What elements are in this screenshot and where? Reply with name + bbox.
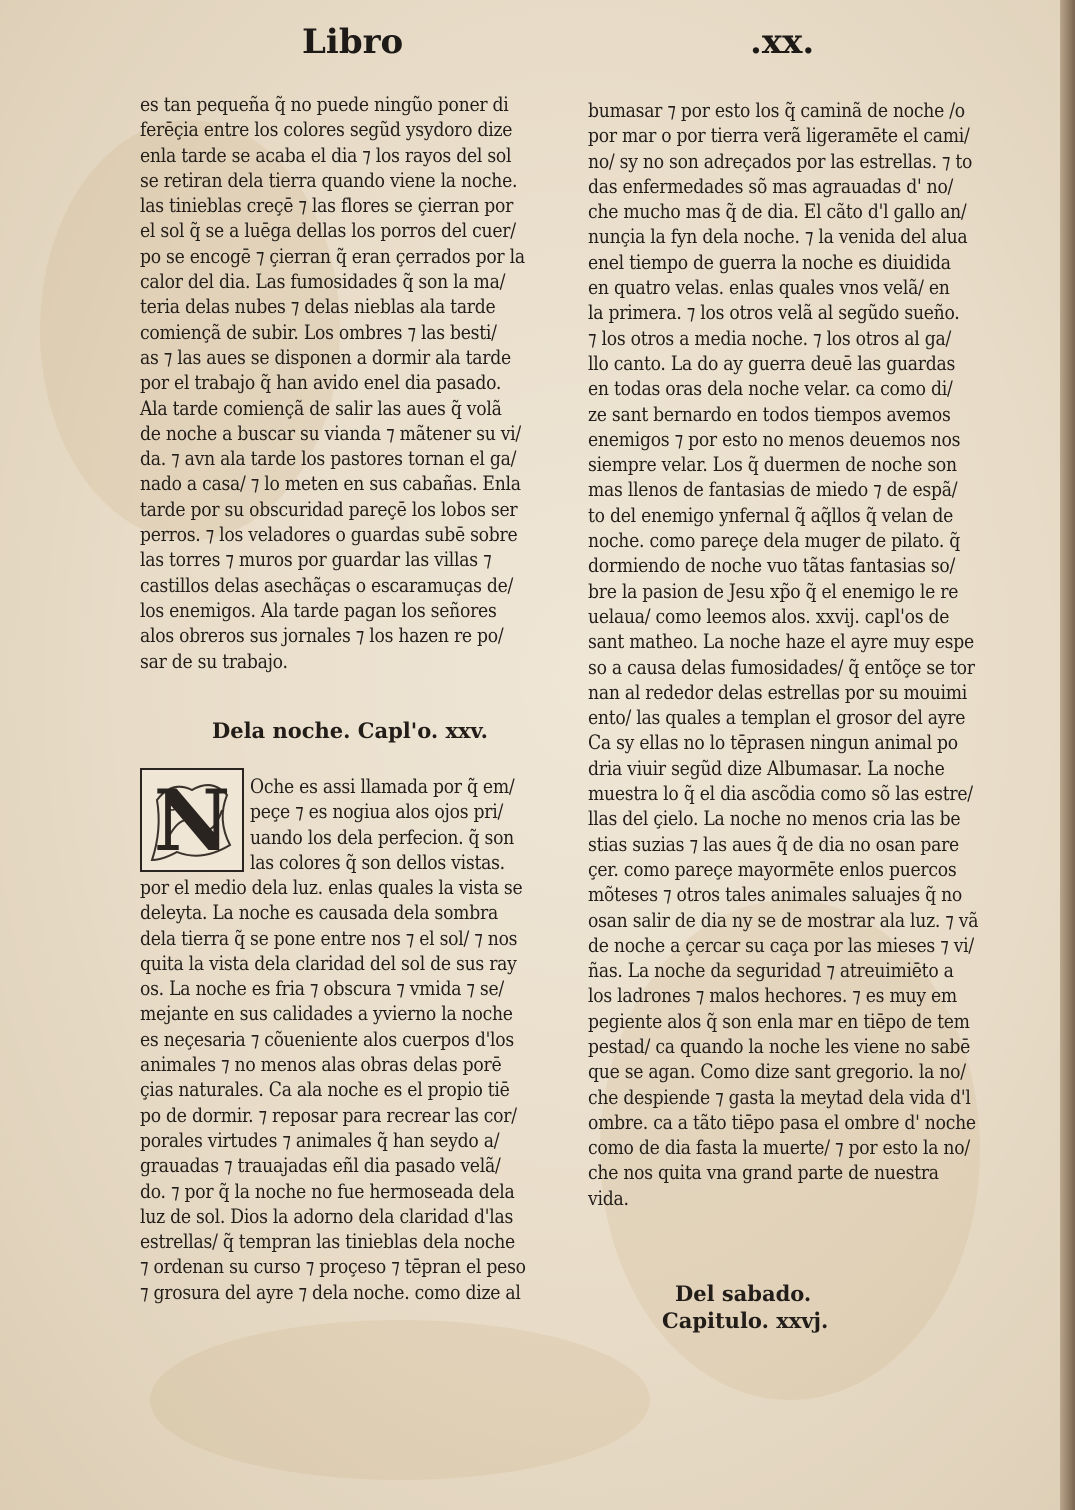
text-line: to del enemigo ynfernal q̃ aq̃llos q̃ velan de: [588, 502, 954, 527]
text-line: noche. como pareçe dela muger de pilato. q̃: [588, 528, 961, 553]
text-line: uando los dela perfecion. q̃ son: [250, 824, 515, 849]
text-line: no/ sy no son adreçados por las estrellas. ⁊ to: [588, 148, 973, 173]
text-line: llo canto. La do ay guerra deuē las guardas: [588, 350, 956, 375]
text-line: por el medio dela luz. enlas quales la vista se: [140, 875, 523, 899]
text-line: ento/ las quales a templan el grosor del ayre: [588, 705, 966, 730]
text-line: che despiende ⁊ gasta la meytad dela vida d'l: [588, 1084, 971, 1109]
text-line: os. La noche es fria ⁊ obscura ⁊ vmida ⁊ se/: [140, 976, 504, 1001]
text-line: mas llenos de fantasias de miedo ⁊ de espã/: [588, 477, 958, 502]
text-line: estrellas/ q̃ tempran las tinieblas dela noche: [140, 1229, 515, 1254]
text-line: Ca sy ellas no lo tēprasen ningun animal po: [588, 730, 958, 755]
text-line: quita la vista dela claridad del sol de sus ray: [140, 950, 517, 975]
chapter-number-sabado: Capitulo. xxvj.: [662, 1308, 829, 1333]
text-line: uelaua/ como leemos alos. xxvij. capl'os de: [588, 603, 950, 628]
text-line: grauadas ⁊ trauajadas eñl dia pasado velã/: [140, 1153, 501, 1178]
text-line: ⁊ los otros a media noche. ⁊ los otros al ga/: [588, 325, 951, 350]
right-column: [588, 98, 979, 1211]
text-line: teria delas nubes ⁊ delas nieblas ala tarde: [140, 294, 496, 319]
text-line: ⁊ ordenan su curso ⁊ proçeso ⁊ tēpran el peso: [140, 1254, 526, 1279]
page-edge: [1060, 0, 1075, 1510]
text-line: los ladrones ⁊ malos hechores. ⁊ es muy em: [588, 983, 957, 1008]
text-line: porales virtudes ⁊ animales q̃ han seydo a/: [140, 1127, 500, 1152]
text-line: deleyta. La noche es causada dela sombra: [140, 900, 498, 925]
text-line: Oche es assi llamada por q̃ em/: [250, 774, 515, 798]
text-line: muestra lo q̃ el dia ascõdia como sõ las estre/: [588, 781, 973, 806]
text-line: so a causa delas fumosidades/ q̃ entõçe se tor: [588, 654, 975, 679]
text-line: mejante en sus calidades a yvierno la noche: [140, 1001, 513, 1026]
text-line: las torres ⁊ muros por guardar las villas ⁊: [140, 547, 492, 572]
text-line: dormiendo de noche vuo tãtas fantasias so/: [588, 553, 956, 578]
text-line: de noche a buscar su vianda ⁊ mãtener su vi/: [140, 420, 521, 445]
text-line: el sol q̃ se a luēga dellas los porros del cuer/: [140, 218, 516, 243]
text-line: ⁊ grosura del ayre ⁊ dela noche. como dize al: [140, 1279, 521, 1304]
text-line: Ala tarde comiençã de salir las aues q̃ volã: [140, 395, 502, 420]
text-line: nado a casa/ ⁊ lo meten en sus cabañas. Enla: [140, 471, 521, 496]
text-line: en quatro velas. enlas quales vnos velã/ en: [588, 275, 950, 300]
text-line: luz de sol. Dios la adorno dela claridad d'las: [140, 1203, 514, 1228]
text-line: po de dormir. ⁊ reposar para recrear las cor/: [140, 1102, 517, 1127]
text-line: por el trabajo q̃ han avido enel dia pasado.: [140, 370, 502, 395]
text-line: alos obreros sus jornales ⁊ los hazen re po/: [140, 623, 504, 648]
folio-number: .xx.: [750, 22, 815, 62]
text-line: peçe ⁊ es nogiua alos ojos pri/: [250, 799, 503, 824]
text-line: osan salir de dia ny se de mostrar ala luz. ⁊ vã: [588, 907, 979, 932]
text-line: stias suzias ⁊ las aues q̃ de dia no osan pare: [588, 831, 959, 856]
text-line: las tinieblas creçē ⁊ las flores se çierran por: [140, 193, 514, 218]
text-line: mõteses ⁊ otros tales animales saluajes q̃ no: [588, 882, 963, 907]
left-column-bottom: [140, 875, 545, 1305]
text-line: bumasar ⁊ por esto los q̃ caminã de noche /o: [588, 98, 965, 122]
text-line: por mar o por tierra verã ligeramēte el cami/: [588, 123, 970, 148]
text-line: çias naturales. Ca ala noche es el propio tiē: [140, 1077, 510, 1102]
text-line: perros. ⁊ los veladores o guardas subē sobre: [140, 522, 518, 547]
chapter-heading-sabado: Del sabado.: [675, 1281, 812, 1306]
text-line: llas del çielo. La noche no menos cria las be: [588, 806, 961, 831]
text-line: castillos delas asechãças o escaramuças de/: [140, 572, 514, 597]
initial-letter: N: [153, 770, 231, 870]
text-line: ombre. ca a tãto tiēpo pasa el ombre d' noche: [588, 1109, 976, 1134]
text-line: ñas. La noche da seguridad ⁊ atreuimiēto a: [588, 958, 954, 983]
drop-cap-lines: [250, 774, 550, 875]
running-header-left: Libro: [302, 22, 404, 62]
text-line: calor del dia. Las fumosidades q̃ son la ma/: [140, 269, 506, 294]
text-line: enel tiempo de guerra la noche es diuidida: [588, 249, 951, 274]
text-line: che nos quita vna grand parte de nuestra: [588, 1160, 939, 1185]
text-line: nunçia la fyn dela noche. ⁊ la venida del alua: [588, 224, 968, 249]
text-line: es neçesaria ⁊ cõueniente alos cuerpos d'los: [140, 1026, 514, 1051]
text-line: animales ⁊ no menos alas obras delas porē: [140, 1052, 502, 1077]
text-line: las colores q̃ son dellos vistas.: [250, 849, 505, 874]
text-line: che mucho mas q̃ de dia. El cãto d'l gallo an/: [588, 199, 967, 224]
paper-stain: [150, 1320, 650, 1480]
text-line: do. ⁊ por q̃ la noche no fue hermoseada dela: [140, 1178, 515, 1203]
text-line: dria viuir segũd dize Albumasar. La noche: [588, 755, 945, 780]
decorated-initial: [140, 768, 244, 872]
text-line: los enemigos. Ala tarde pagan los señores: [140, 597, 497, 622]
text-line: ze sant bernardo en todos tiempos avemos: [588, 401, 951, 426]
text-line: çer. como pareçe mayormēte enlos puercos: [588, 856, 957, 881]
text-line: de noche a çercar su caça por las mieses ⁊ vi/: [588, 932, 974, 957]
text-line: sar de su trabajo.: [140, 648, 288, 673]
chapter-heading-noche: Dela noche. Capl'o. xxv.: [212, 718, 488, 743]
text-line: como de dia fasta la muerte/ ⁊ por esto la no/: [588, 1135, 970, 1160]
text-line: comiençã de subir. Los ombres ⁊ las besti/: [140, 319, 497, 344]
text-line: ferēçia entre los colores segũd ysydoro dize: [140, 117, 513, 142]
text-line: po se encogē ⁊ çierran q̃ eran çerrados por la: [140, 243, 525, 268]
text-line: as ⁊ las aues se disponen a dormir ala tarde: [140, 344, 511, 369]
text-line: se retiran dela tierra quando viene la noche.: [140, 167, 518, 192]
left-column-top: [140, 92, 545, 674]
text-line: da. ⁊ avn ala tarde los pastores tornan el ga/: [140, 446, 517, 471]
text-line: siempre velar. Los q̃ duermen de noche son: [588, 452, 957, 477]
text-line: vida.: [588, 1185, 629, 1210]
text-line: la primera. ⁊ los otros velã al segũdo sueño.: [588, 300, 960, 325]
text-line: tarde por su obscuridad pareçē los lobos ser: [140, 496, 518, 521]
text-line: enemigos ⁊ por esto no menos deuemos nos: [588, 426, 961, 451]
text-line: pegiente alos q̃ son enla mar en tiēpo de tem: [588, 1008, 970, 1033]
text-line: enla tarde se acaba el dia ⁊ los rayos del sol: [140, 142, 512, 167]
text-line: en todas oras dela noche velar. ca como di/: [588, 376, 953, 401]
text-line: pestad/ ca quando la noche les viene no sabē: [588, 1033, 971, 1058]
text-line: es tan pequeña q̃ no puede ningũo poner di: [140, 92, 509, 116]
text-line: que se agan. Como dize sant gregorio. la no/: [588, 1059, 966, 1084]
text-line: bre la pasion de Jesu xp̃o q̃ el enemigo le re: [588, 578, 959, 603]
text-line: nan al rededor delas estrellas por su mouimi: [588, 679, 967, 704]
text-line: das enfermedades sõ mas agrauadas d' no/: [588, 173, 954, 198]
text-line: sant matheo. La noche haze el ayre muy espe: [588, 629, 974, 654]
text-line: dela tierra q̃ se pone entre nos ⁊ el sol/ ⁊ nos: [140, 925, 518, 950]
